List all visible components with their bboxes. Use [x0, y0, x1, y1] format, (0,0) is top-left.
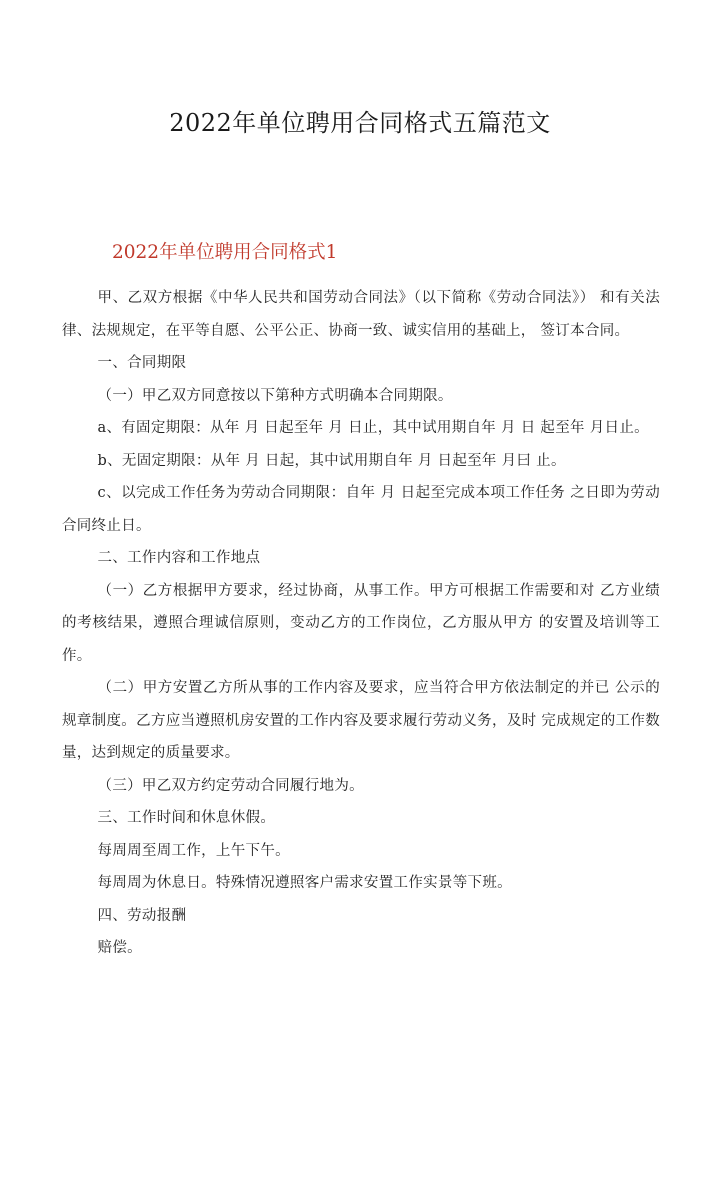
clause-rest-days: 每周周为休息日。特殊情况遵照客户需求安置工作实景等下班。 [97, 875, 512, 891]
clause-task-term: c、以完成工作任务为劳动合同期限：自年 月 日起至完成本项工作任务 之日即为劳动合同终止日。 [62, 485, 660, 534]
clause-fixed-term: a、有固定期限：从年 月 日起至年 月 日止，其中试用期自年 月 日 起至年 月日止。 [97, 420, 649, 436]
clause-open-term: b、无固定期限：从年 月 日起，其中试用期自年 月 日起至年 月曰 止。 [97, 452, 566, 469]
heading-remuneration: 四、劳动报酬 [97, 907, 187, 924]
heading-contract-term: 一、合同期限 [97, 355, 187, 371]
clause-term-method: （一）甲乙双方同意按以下第种方式明确本合同期限。 [97, 387, 453, 404]
document-title: 2022年单位聘用合同格式五篇范文 [169, 109, 551, 137]
heading-work-hours: 三、工作时间和休息休假。 [97, 810, 276, 826]
intro-paragraph: 甲、乙双方根据《中华人民共和国劳动合同法》（以下简称《劳动合同法》） 和有关法律、法规规定，在平等自愿、公平公正、协商一致、诚实信用的基础上， 签订本合同。 [62, 290, 660, 339]
clause-work-location: （三）甲乙双方约定劳动合同履行地为。 [97, 777, 364, 794]
clause-work-assignment: （一）乙方根据甲方要求，经过协商，从事工作。甲方可根据工作需要和对 乙方业绩的考核结果，遵照合理诚信原则，变动乙方的工作岗位，乙方服从甲方 的安置及培训等工作。 [62, 582, 660, 664]
clause-work-days: 每周周至周工作，上午下午。 [97, 842, 290, 859]
document-body [62, 282, 660, 965]
clause-work-requirements: （二）甲方安置乙方所从事的工作内容及要求，应当符合甲方依法制定的并已 公示的规章制度。乙方应当遵照机房安置的工作内容及要求履行劳动义务，及时 完成规定的工作数量，达到规定的质量要求。 [62, 680, 660, 761]
clause-compensation: 赔偿。 [97, 940, 142, 956]
heading-work-content: 二、工作内容和工作地点 [97, 550, 261, 566]
section-heading: 2022年单位聘用合同格式1 [112, 242, 338, 263]
